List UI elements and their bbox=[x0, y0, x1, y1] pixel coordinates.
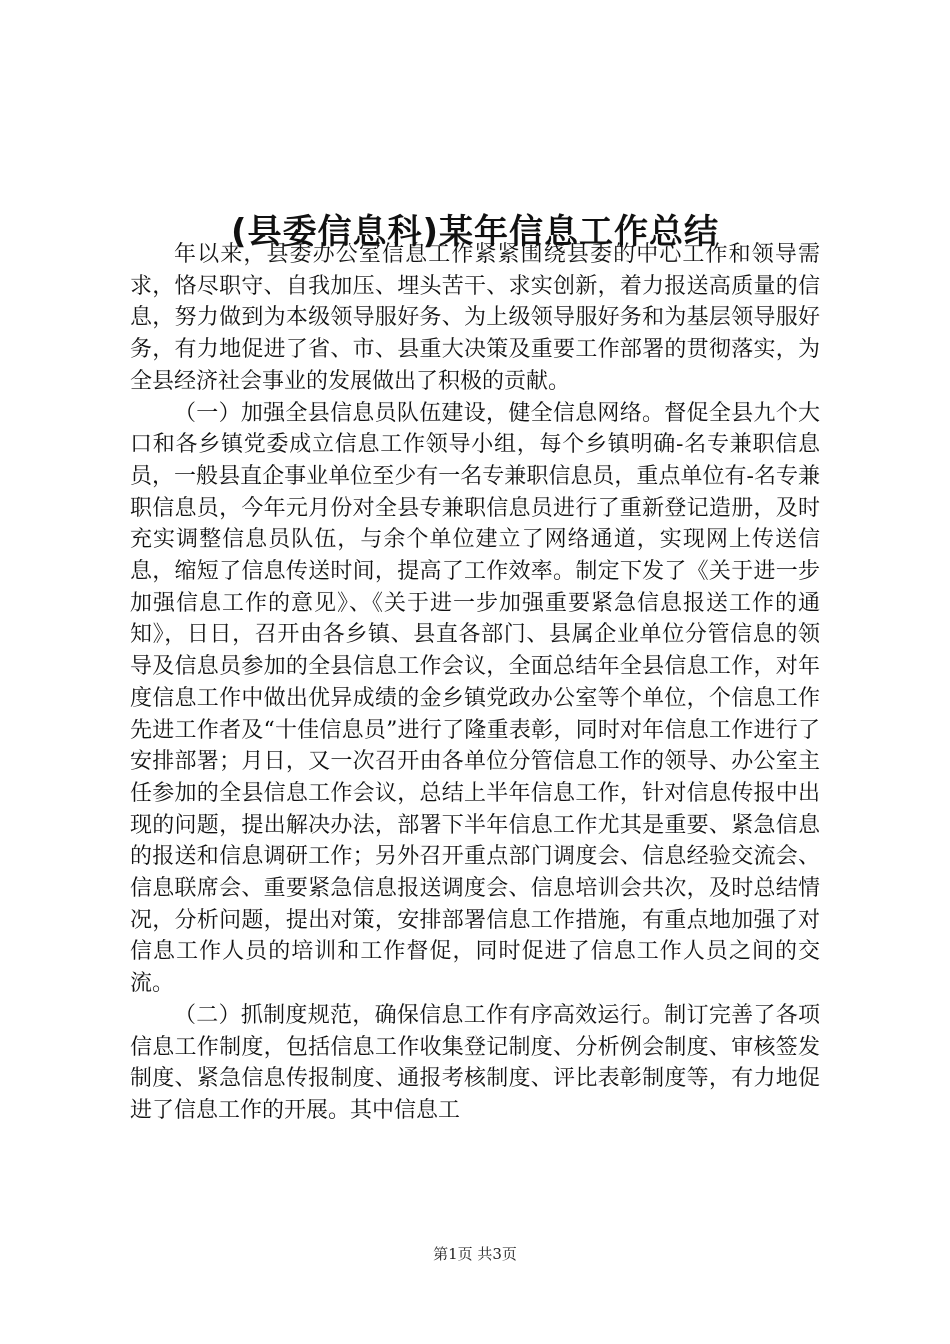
section-one-paragraph: （一）加强全县信息员队伍建设，健全信息网络。督促全县九个大口和各乡镇党委成立信息工作领导小组，每个乡镇明确-名专兼职信息员，一般县直企事业单位至少有一名专兼职信息员，重点单位有-名专兼职信息员，今年元月份对全县专兼职信息员进行了重新登记造册，及时充实调整信息员队伍，与余个单位建立了网络通道，实现网上传送信息，缩短了信息传送时间，提高了工作效率。制定下发了《关于进一步加强信息工作的意见》、《关于进一步加强重要紧急信息报送工作的通知》，日日，召开由各乡镇、县直各部门、县属企业单位分管信息的领导及信息员参加的全县信息工作会议，全面总结年全县信息工作，对年度信息工作中做出优异成绩的金乡镇党政办公室等个单位，个信息工作先进工作者及“十佳信息员”进行了隆重表彰，同时对年信息工作进行了安排部署；月日，又一次召开由各单位分管信息工作的领导、办公室主任参加的全县信息工作会议，总结上半年信息工作，针对信息传报中出现的问题，提出解决办法，部署下半年信息工作尤其是重要、紧急信息的报送和信息调研工作；另外召开重点部门调度会、信息经验交流会、信息联席会、重要紧急信息报送调度会、信息培训会共次，及时总结情况，分析问题，提出对策，安排部署信息工作措施，有重点地加强了对信息工作人员的培训和工作督促，同时促进了信息工作人员之间的交流。 bbox=[130, 400, 820, 997]
section-two-paragraph: （二）抓制度规范，确保信息工作有序高效运行。制订完善了各项信息工作制度，包括信息工作收集登记制度、分析例会制度、审核签发制度、紧急信息传报制度、通报考核制度、评比表彰制度等，有力地促进了信息工作的开展。其中信息工 bbox=[130, 1002, 820, 1123]
document-body bbox=[130, 239, 820, 1127]
page-number-footer: 第1页 共3页 bbox=[433, 1245, 517, 1263]
intro-paragraph: 年以来，县委办公室信息工作紧紧围绕县委的中心工作和领导需求，恪尽职守、自我加压、埋头苦干、求实创新，着力报送高质量的信息，努力做到为本级领导服好务、为上级领导服好务和为基层领导服好务，有力地促进了省、市、县重大决策及重要工作部署的贯彻落实，为全县经济社会事业的发展做出了积极的贡献。 bbox=[130, 242, 820, 394]
document-title: (县委信息科)某年信息工作总结 bbox=[230, 211, 720, 252]
